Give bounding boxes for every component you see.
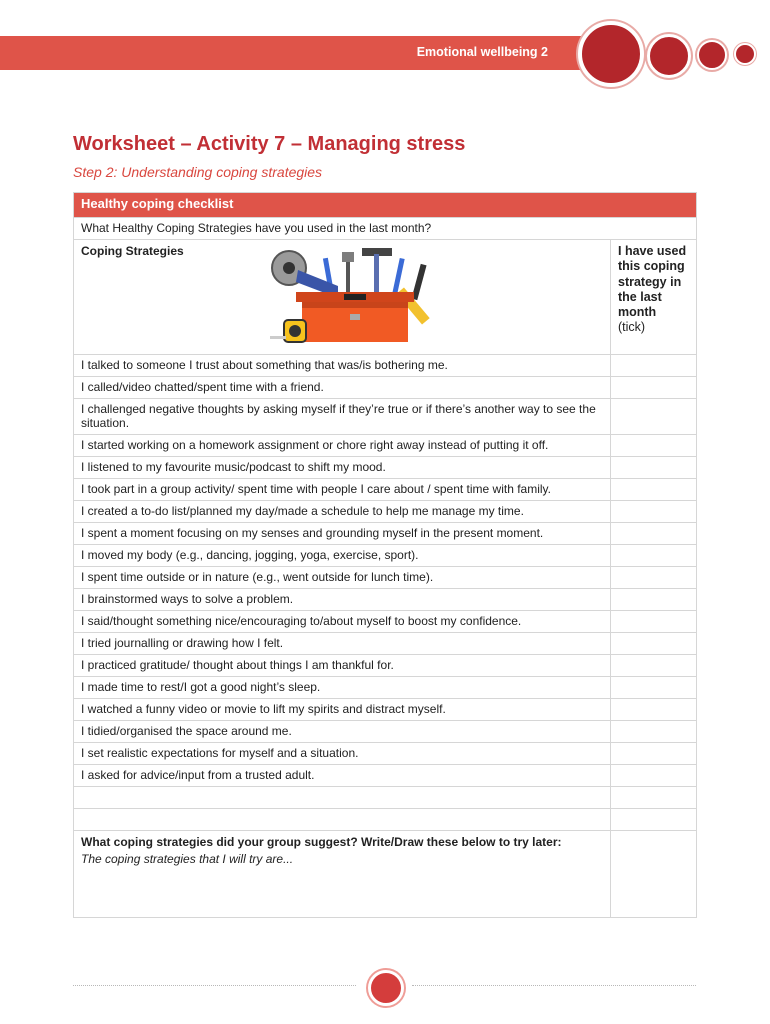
checklist-row <box>74 545 697 567</box>
strategy-text: I said/thought something nice/encouraging to/about myself to boost my confidence. <box>74 611 611 633</box>
tick-cell[interactable] <box>611 479 697 501</box>
column-header-label: Coping Strategies <box>81 244 184 258</box>
strategy-text: I listened to my favourite music/podcast to shift my mood. <box>74 457 611 479</box>
decor-circle-small <box>697 40 727 70</box>
tick-cell[interactable] <box>611 633 697 655</box>
tick-cell[interactable] <box>611 355 697 377</box>
strategy-text: I moved my body (e.g., dancing, jogging, yoga, exercise, sport). <box>74 545 611 567</box>
strategy-text: I watched a funny video or movie to lift my spirits and distract myself. <box>74 699 611 721</box>
header-banner <box>0 36 600 70</box>
blank-row <box>74 787 697 809</box>
tick-cell[interactable] <box>611 611 697 633</box>
strategy-text: I called/video chatted/spent time with a friend. <box>74 377 611 399</box>
group-suggestions-side-cell[interactable] <box>611 831 697 918</box>
checklist-row <box>74 567 697 589</box>
coping-checklist-table <box>73 192 697 918</box>
group-suggestions-row <box>74 831 697 918</box>
strategy-text: I spent a moment focusing on my senses and grounding myself in the present moment. <box>74 523 611 545</box>
footer-divider-right <box>412 985 696 986</box>
group-suggestions-prompt: The coping strategies that I will try are... <box>81 852 294 866</box>
checklist-row <box>74 435 697 457</box>
header-label: Emotional wellbeing 2 <box>416 45 548 59</box>
checklist-row <box>74 377 697 399</box>
table-heading-row <box>74 193 697 218</box>
tick-cell[interactable] <box>611 523 697 545</box>
checklist-row <box>74 633 697 655</box>
checklist-row <box>74 765 697 787</box>
tick-cell[interactable] <box>611 457 697 479</box>
decor-circle-tiny <box>734 43 756 65</box>
checklist-row <box>74 479 697 501</box>
strategy-text: I practiced gratitude/ thought about things I am thankful for. <box>74 655 611 677</box>
page-subtitle: Step 2: Understanding coping strategies <box>73 164 323 180</box>
strategy-text: I asked for advice/input from a trusted adult. <box>74 765 611 787</box>
tick-cell[interactable] <box>611 545 697 567</box>
tick-cell[interactable] <box>611 655 697 677</box>
strategy-text: I challenged negative thoughts by asking myself if they’re true or if there’s another way to see the situation. <box>74 399 611 435</box>
checklist-row <box>74 457 697 479</box>
blank-strategy-cell[interactable] <box>74 787 611 809</box>
tick-cell[interactable] <box>611 377 697 399</box>
tick-cell[interactable] <box>611 435 697 457</box>
strategy-text: I started working on a homework assignment or chore right away instead of putting it off. <box>74 435 611 457</box>
footer-decor-circle <box>368 970 404 1006</box>
checklist-row <box>74 355 697 377</box>
decor-circle-large <box>578 21 644 87</box>
strategy-text: I set realistic expectations for myself and a situation. <box>74 743 611 765</box>
checklist-row <box>74 699 697 721</box>
checklist-row <box>74 743 697 765</box>
question-row <box>74 218 697 240</box>
strategy-text: I brainstormed ways to solve a problem. <box>74 589 611 611</box>
tick-cell[interactable] <box>611 765 697 787</box>
tick-cell[interactable] <box>611 743 697 765</box>
strategy-text: I took part in a group activity/ spent time with people I care about / spent time with family. <box>74 479 611 501</box>
checklist-row <box>74 501 697 523</box>
strategy-text: I tried journalling or drawing how I felt. <box>74 633 611 655</box>
table-question: What Healthy Coping Strategies have you used in the last month? <box>74 218 697 240</box>
checklist-row <box>74 611 697 633</box>
tick-cell[interactable] <box>611 399 697 435</box>
strategy-text: I talked to someone I trust about something that was/is bothering me. <box>74 355 611 377</box>
tick-cell[interactable] <box>611 501 697 523</box>
column-header-used-label: I have used this coping strategy in the last month <box>618 244 687 320</box>
checklist-row <box>74 655 697 677</box>
column-header-strategies <box>74 240 611 355</box>
blank-row <box>74 809 697 831</box>
tick-cell[interactable] <box>611 699 697 721</box>
checklist-row <box>74 589 697 611</box>
tick-cell[interactable] <box>611 787 697 809</box>
strategy-text: I spent time outside or in nature (e.g., went outside for lunch time). <box>74 567 611 589</box>
tick-cell[interactable] <box>611 721 697 743</box>
checklist-row <box>74 721 697 743</box>
strategy-text: I tidied/organised the space around me. <box>74 721 611 743</box>
tick-cell[interactable] <box>611 677 697 699</box>
checklist-row <box>74 523 697 545</box>
tick-cell[interactable] <box>611 809 697 831</box>
tick-cell[interactable] <box>611 589 697 611</box>
toolbox-icon <box>266 246 446 350</box>
column-header-used <box>611 240 697 355</box>
tick-cell[interactable] <box>611 567 697 589</box>
page-title: Worksheet – Activity 7 – Managing stress <box>73 133 466 155</box>
column-header-tick-note: (tick) <box>618 320 646 335</box>
column-header-row <box>74 240 697 355</box>
checklist-row <box>74 677 697 699</box>
group-suggestions-cell[interactable] <box>74 831 611 918</box>
blank-strategy-cell[interactable] <box>74 809 611 831</box>
checklist-row <box>74 399 697 435</box>
table-heading: Healthy coping checklist <box>74 193 697 218</box>
strategy-text: I created a to-do list/planned my day/made a schedule to help me manage my time. <box>74 501 611 523</box>
decor-circle-medium <box>647 34 691 78</box>
group-suggestions-question: What coping strategies did your group suggest? Write/Draw these below to try later: <box>81 835 562 849</box>
strategy-text: I made time to rest/I got a good night’s sleep. <box>74 677 611 699</box>
footer-divider-left <box>73 985 356 986</box>
